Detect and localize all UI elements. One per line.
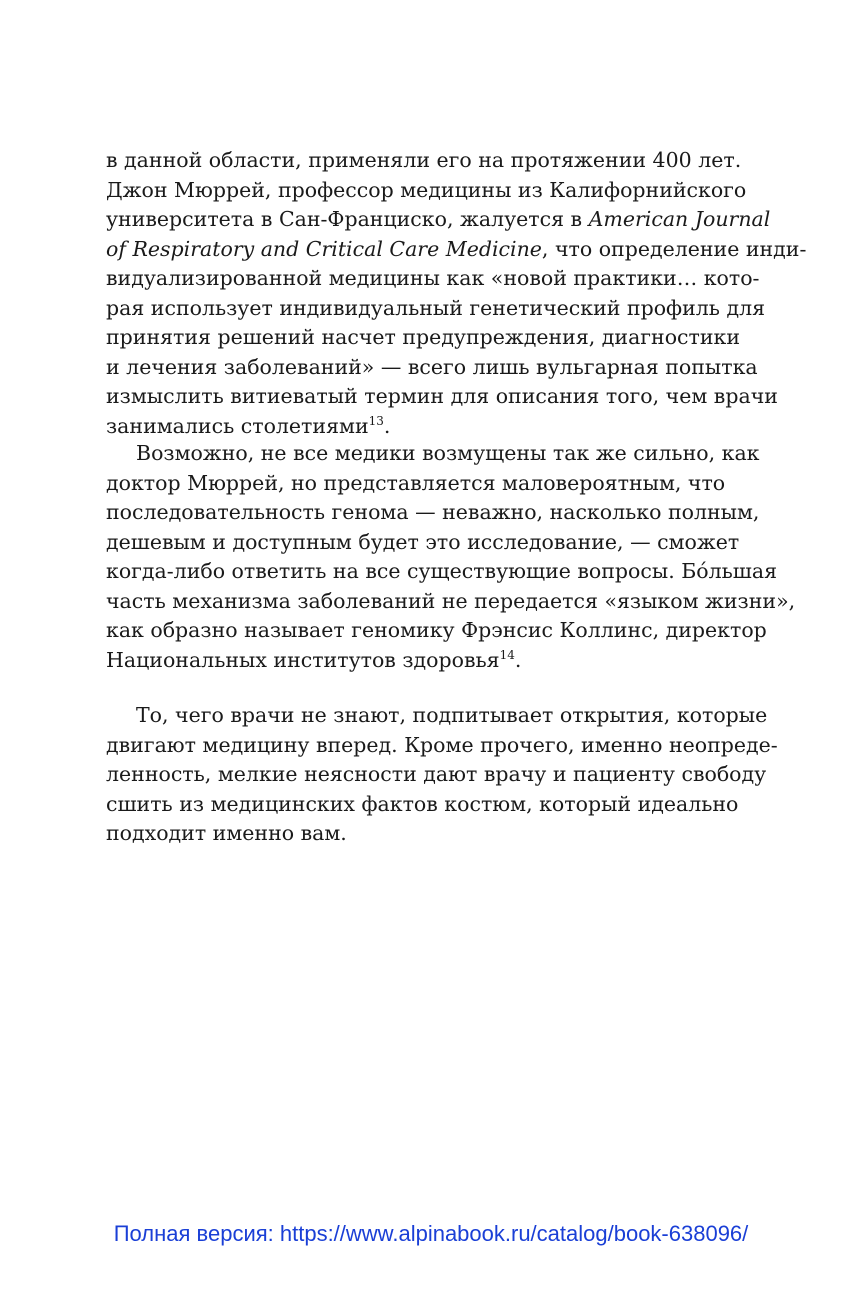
text-line: когда-либо ответить на все существующие вопросы. Бóльшая xyxy=(106,559,778,583)
text-line: ленность, мелкие неясности дают врачу и пациенту свободу xyxy=(106,762,767,786)
text-span: Национальных институтов здоровья xyxy=(106,647,500,672)
text-span: занимались столетиями xyxy=(106,413,369,438)
paragraph-2 xyxy=(106,439,796,675)
paragraph-1 xyxy=(106,146,807,441)
text-line: сшить из медицинских фактов костюм, который идеально xyxy=(106,791,739,816)
text-line: Возможно, не все медики возмущены так же сильно, как xyxy=(136,441,760,465)
text-line: в данной области, применяли его на протяжении 400 лет. xyxy=(106,148,742,172)
text-line xyxy=(106,205,771,235)
text-line: принятия решений насчет предупреждения, диагностики xyxy=(106,325,740,349)
journal-title-italic: American Journal xyxy=(588,207,771,231)
text-line xyxy=(106,412,717,442)
text-line: и лечения заболеваний» — всего лишь вульгарная попытка xyxy=(106,354,758,379)
text-line: доктор Мюррей, но представляется маловероятным, что xyxy=(106,470,726,495)
text-line: подходит именно вам. xyxy=(106,821,347,845)
text-line xyxy=(106,646,717,676)
text-line: То, чего врачи не знают, подпитывает открытия, которые xyxy=(136,703,768,727)
footnote-marker: 14 xyxy=(499,647,515,662)
paragraph-3 xyxy=(106,701,778,849)
text-line: дешевым и доступным будет это исследование, — сможет xyxy=(106,529,740,554)
text-line: Джон Мюррей, профессор медицины из Калифорнийского xyxy=(106,177,747,202)
text-line: как образно называет геномику Фрэнсис Коллинс, директор xyxy=(106,618,767,642)
text-line: видуализированной медицины как «новой практики… кото- xyxy=(106,266,760,290)
text-line: измыслить витиеватый термин для описания того, чем врачи xyxy=(106,384,778,408)
text-span: , что определение инди- xyxy=(541,236,807,261)
footnote-marker: 13 xyxy=(368,413,384,428)
text-line: часть механизма заболеваний не передается «языком жизни», xyxy=(106,588,796,613)
text-span: . xyxy=(383,413,391,438)
full-version-link[interactable]: Полная версия: https://www.alpinabook.ru/catalog/book-638096/ xyxy=(113,1221,749,1246)
text-line: рая использует индивидуальный генетический профиль для xyxy=(106,295,766,320)
text-line: двигают медицину вперед. Кроме прочего, именно неопреде- xyxy=(106,732,778,757)
text-line: последовательность генома — неважно, насколько полным, xyxy=(106,500,760,524)
text-span: университета в Сан-Франциско, жалуется в xyxy=(106,207,589,231)
journal-title-italic: of Respiratory and Critical Care Medicine xyxy=(106,236,542,261)
text-line xyxy=(106,235,807,265)
text-span: . xyxy=(514,647,522,672)
